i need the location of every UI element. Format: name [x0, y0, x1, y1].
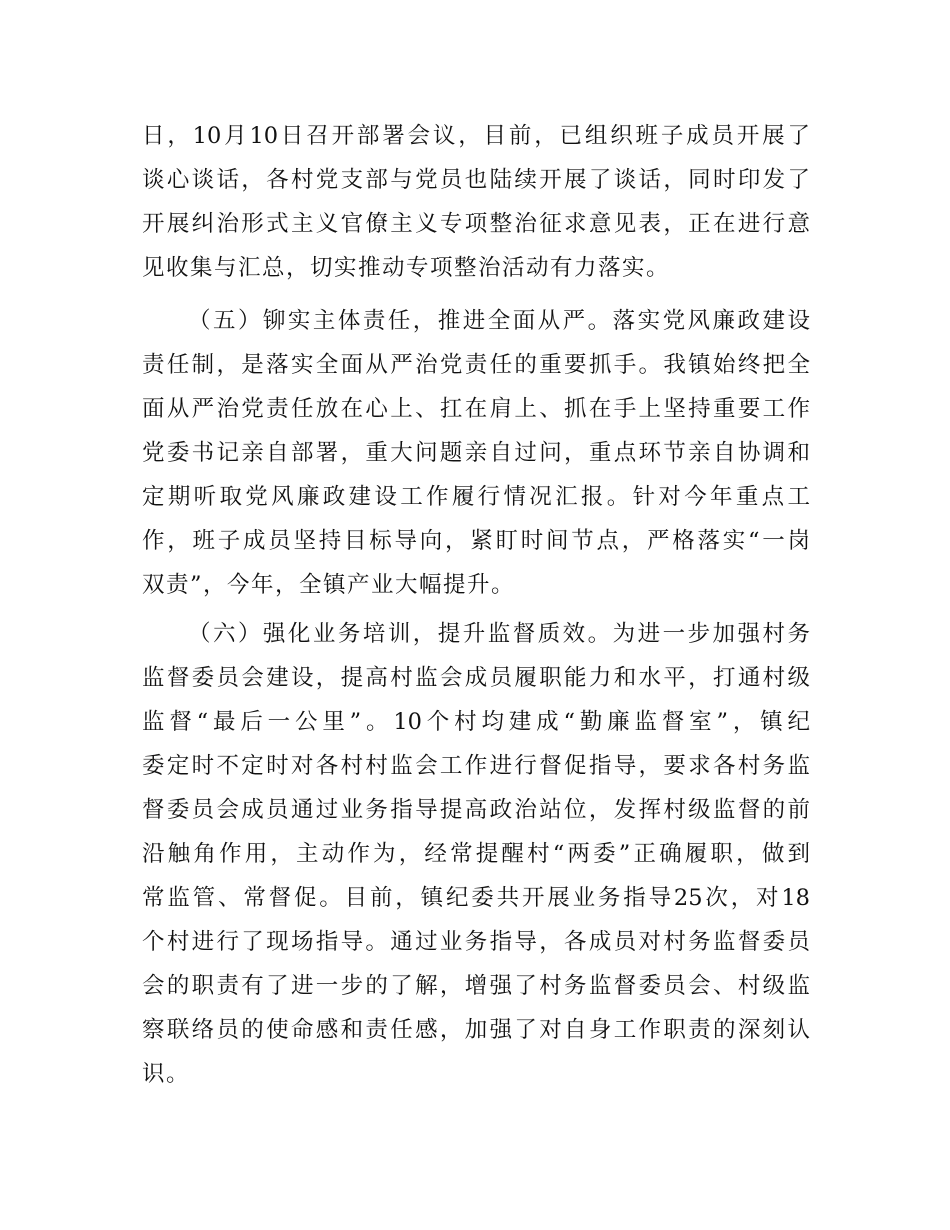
text-line: 常监管、常督促。目前，镇纪委共开展业务指导25次，对18 [142, 885, 810, 911]
text-line: 会的职责有了进一步的了解，增强了村务监督委员会、村级监 [142, 973, 810, 999]
text-line: 沿触角作用，主动作为，经常提醒村“两委”正确履职，做到 [142, 841, 810, 867]
text-line: 党委书记亲自部署，重大问题亲自过问，重点环节亲自协调和 [142, 440, 810, 466]
section-heading-line: （六）强化业务培训，提升监督质效。为进一步加强村务 [188, 621, 810, 647]
text-line: 定期听取党风廉政建设工作履行情况汇报。针对今年重点工 [142, 484, 810, 510]
text-line: 察联络员的使命感和责任感，加强了对自身工作职责的深刻认 [142, 1017, 810, 1043]
text-line: 督委员会成员通过业务指导提高政治站位，发挥村级监督的前 [142, 797, 810, 823]
text-line: 作，班子成员坚持目标导向，紧盯时间节点，严格落实“一岗 [142, 528, 810, 554]
paragraph-section-6 [142, 612, 810, 1096]
text-line: 面从严治党责任放在心上、扛在肩上、抓在手上坚持重要工作 [142, 396, 810, 422]
text-line: 开展纠治形式主义官僚主义专项整治征求意见表，正在进行意 [142, 211, 810, 237]
text-line: 责任制，是落实全面从严治党责任的重要抓手。我镇始终把全 [142, 352, 810, 378]
section-heading-line: （五）铆实主体责任，推进全面从严。落实党风廉政建设 [188, 308, 810, 334]
paragraph-section-5 [142, 299, 810, 607]
text-line: 谈心谈话，各村党支部与党员也陆续开展了谈话，同时印发了 [142, 167, 810, 193]
text-line: 委定时不定时对各村村监会工作进行督促指导，要求各村务监 [142, 753, 810, 779]
text-line: 监督“最后一公里”。10个村均建成“勤廉监督室”，镇纪 [142, 709, 810, 735]
paragraph-continuation [142, 114, 810, 290]
text-line: 见收集与汇总，切实推动专项整治活动有力落实。 [142, 255, 671, 281]
text-line: 日，10月10日召开部署会议，目前，已组织班子成员开展了 [142, 123, 810, 149]
text-line: 个村进行了现场指导。通过业务指导，各成员对村务监督委员 [142, 929, 810, 955]
text-line: 识。 [142, 1061, 191, 1087]
text-line: 双责”，今年，全镇产业大幅提升。 [142, 572, 516, 598]
text-line: 监督委员会建设，提高村监会成员履职能力和水平，打通村级 [142, 665, 810, 691]
